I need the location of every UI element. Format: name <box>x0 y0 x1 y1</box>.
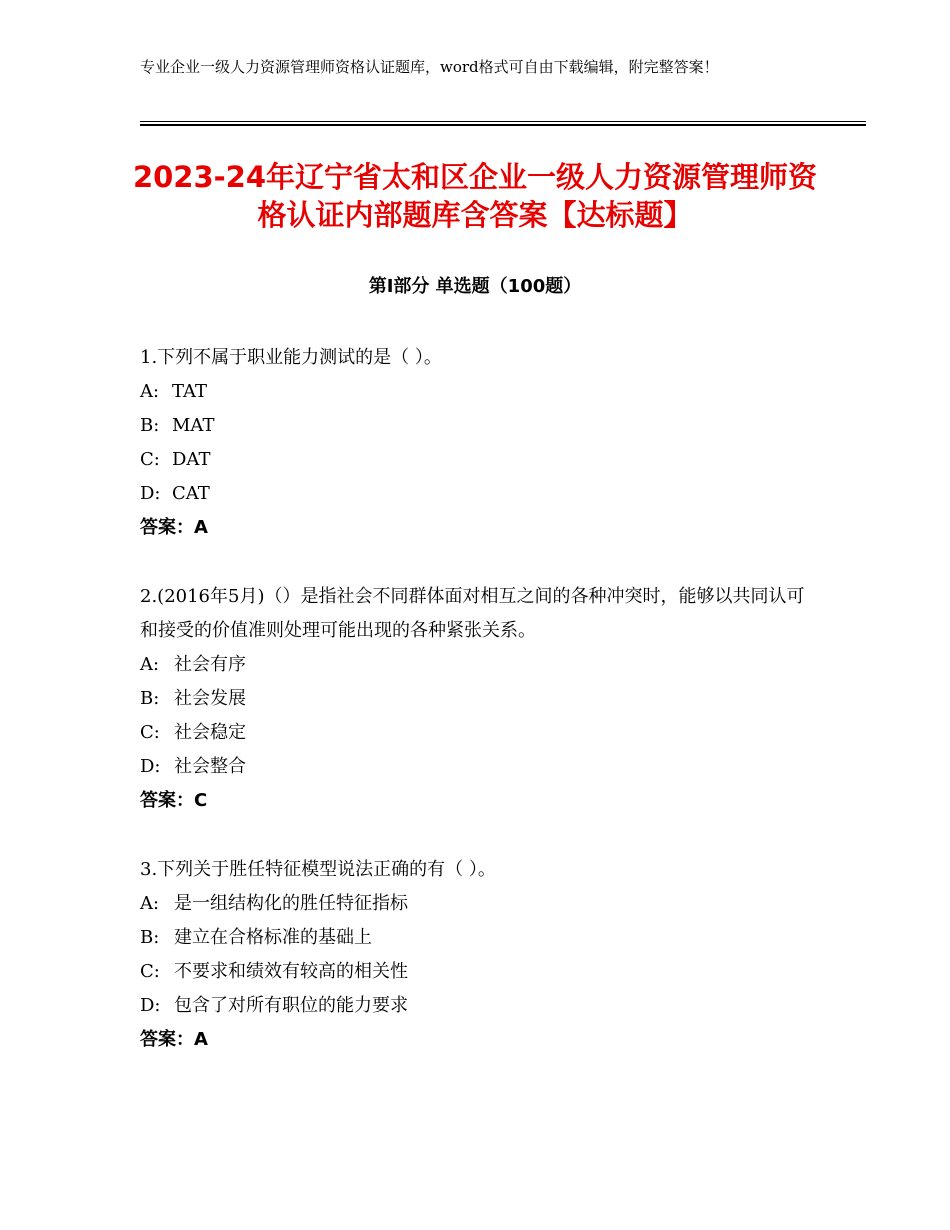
option-d <box>140 477 810 511</box>
answer-line: 答案：A <box>140 517 208 538</box>
option-letter: D: <box>140 483 161 504</box>
question-stem: 2.(2016年5月)（）是指社会不同群体面对相互之间的各种冲突时，能够以共同认可和接受的价值准则处理可能出现的各种紧张关系。 <box>140 586 805 641</box>
option-letter: A: <box>140 654 160 675</box>
answer-line: 答案：A <box>140 1029 208 1050</box>
option-letter: B: <box>140 688 160 709</box>
option-c <box>140 443 810 477</box>
option-c <box>140 955 810 989</box>
option-text: CAT <box>172 483 210 504</box>
option-letter: A: <box>140 893 160 914</box>
option-b <box>140 409 810 443</box>
option-a <box>140 887 810 921</box>
option-text: 不要求和绩效有较高的相关性 <box>174 961 408 982</box>
option-letter: D: <box>140 995 161 1016</box>
question-3 <box>140 853 810 1057</box>
question-2 <box>140 580 810 818</box>
option-a <box>140 648 810 682</box>
option-b <box>140 682 810 716</box>
option-letter: C: <box>140 961 160 982</box>
option-text: TAT <box>172 381 208 402</box>
option-letter: C: <box>140 722 160 743</box>
option-text: DAT <box>172 449 211 470</box>
question-stem: 3.下列关于胜任特征模型说法正确的有（ ）。 <box>140 859 496 880</box>
option-b <box>140 921 810 955</box>
option-text: 社会整合 <box>174 756 246 777</box>
option-text: 是一组结构化的胜任特征指标 <box>174 893 408 914</box>
option-letter: D: <box>140 756 161 777</box>
question-stem: 1.下列不属于职业能力测试的是（ ）。 <box>140 347 442 368</box>
option-text: 包含了对所有职位的能力要求 <box>174 995 408 1016</box>
option-letter: C: <box>140 449 160 470</box>
header-divider-thin <box>140 121 866 122</box>
option-letter: B: <box>140 415 160 436</box>
option-d <box>140 750 810 784</box>
header-note: 专业企业一级人力资源管理师资格认证题库，word格式可自由下载编辑，附完整答案！ <box>140 58 719 76</box>
option-text: 社会稳定 <box>174 722 246 743</box>
question-1 <box>140 341 810 545</box>
option-d <box>140 989 810 1023</box>
option-text: 社会有序 <box>174 654 246 675</box>
header-divider-thick <box>140 124 866 126</box>
section-heading: 第Ⅰ部分 单选题（100题） <box>368 276 582 297</box>
option-text: 社会发展 <box>174 688 246 709</box>
option-a <box>140 375 810 409</box>
option-c <box>140 716 810 750</box>
option-letter: B: <box>140 927 160 948</box>
option-text: MAT <box>172 415 215 436</box>
answer-line: 答案：C <box>140 790 208 811</box>
option-text: 建立在合格标准的基础上 <box>174 927 372 948</box>
document-title: 2023-24年辽宁省太和区企业一级人力资源管理师资格认证内部题库含答案【达标题】 <box>132 160 818 232</box>
option-letter: A: <box>140 381 160 402</box>
